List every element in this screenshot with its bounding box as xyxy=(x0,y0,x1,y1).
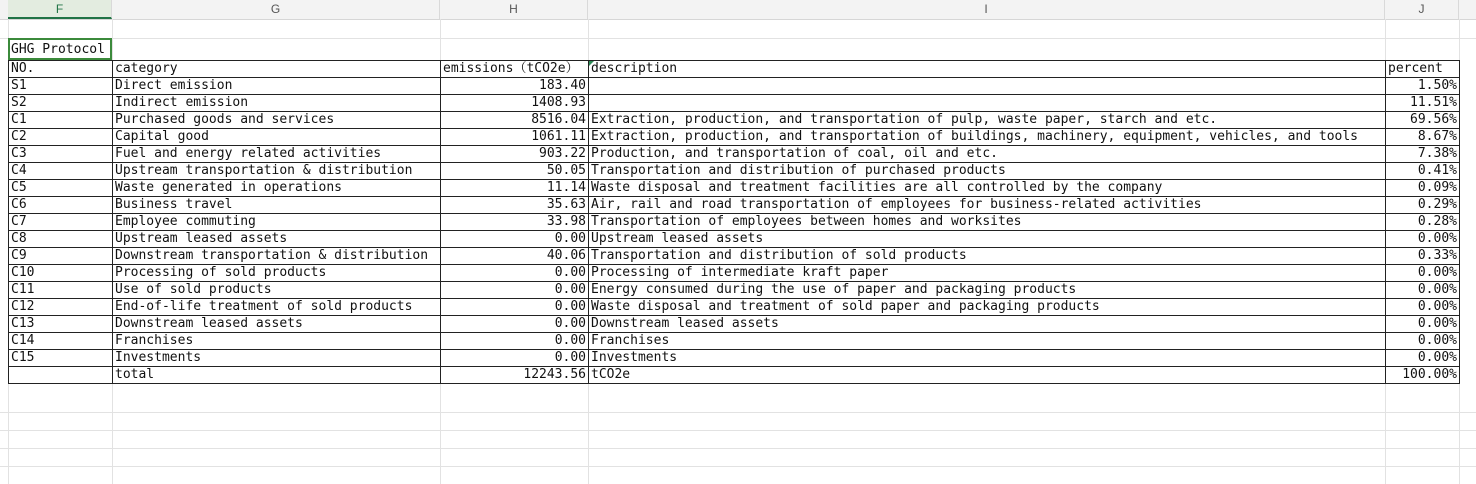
cell-category[interactable]: Investments xyxy=(113,350,441,367)
table-row xyxy=(9,112,1460,129)
cell-description[interactable]: Processing of intermediate kraft paper xyxy=(589,265,1386,282)
table-row xyxy=(9,299,1460,316)
cell-description[interactable]: Transportation and distribution of purchased products xyxy=(589,163,1386,180)
table-row xyxy=(9,350,1460,367)
cell-category[interactable]: Employee commuting xyxy=(113,214,441,231)
cell-description[interactable]: Production, and transportation of coal, oil and etc. xyxy=(589,146,1386,163)
cell-emissions[interactable]: 8516.04 xyxy=(441,112,589,129)
cell-category[interactable]: Purchased goods and services xyxy=(113,112,441,129)
cell-no[interactable]: C5 xyxy=(9,180,113,197)
cell-no[interactable]: C1 xyxy=(9,112,113,129)
cell-description[interactable]: Waste disposal and treatment of sold paper and packaging products xyxy=(589,299,1386,316)
cell-description[interactable]: Extraction, production, and transportation of buildings, machinery, equipment, vehicles, and tools xyxy=(589,129,1386,146)
cell-category[interactable]: Business travel xyxy=(113,197,441,214)
cell-percent[interactable]: 0.28% xyxy=(1386,214,1460,231)
cell-no[interactable] xyxy=(9,367,113,384)
table-row xyxy=(9,265,1460,282)
cell-no[interactable]: C2 xyxy=(9,129,113,146)
cell-description[interactable] xyxy=(589,78,1386,95)
cell-category[interactable]: Use of sold products xyxy=(113,282,441,299)
table-row xyxy=(9,197,1460,214)
cell-emissions[interactable]: 0.00 xyxy=(441,231,589,248)
cell-category[interactable]: Capital good xyxy=(113,129,441,146)
table-row xyxy=(9,95,1460,112)
table-row xyxy=(9,163,1460,180)
title-cell[interactable]: GHG Protocol xyxy=(8,38,112,60)
cell-no[interactable]: C12 xyxy=(9,299,113,316)
header-category[interactable]: category xyxy=(113,61,441,78)
cell-category[interactable]: Upstream leased assets xyxy=(113,231,441,248)
cell-no[interactable]: S2 xyxy=(9,95,113,112)
cell-percent[interactable]: 0.00% xyxy=(1386,299,1460,316)
cell-no[interactable]: C9 xyxy=(9,248,113,265)
table-row xyxy=(9,333,1460,350)
cell-emissions[interactable]: 0.00 xyxy=(441,265,589,282)
cell-no[interactable]: S1 xyxy=(9,78,113,95)
cell-category[interactable]: total xyxy=(113,367,441,384)
table-row xyxy=(9,231,1460,248)
cell-percent[interactable]: 0.00% xyxy=(1386,350,1460,367)
column-header-i[interactable]: I xyxy=(588,0,1385,19)
cell-emissions[interactable]: 33.98 xyxy=(441,214,589,231)
cell-percent[interactable]: 0.29% xyxy=(1386,197,1460,214)
table-row xyxy=(9,146,1460,163)
cell-category[interactable]: Upstream transportation & distribution xyxy=(113,163,441,180)
cell-emissions[interactable]: 50.05 xyxy=(441,163,589,180)
cell-no[interactable]: C8 xyxy=(9,231,113,248)
cell-no[interactable]: C11 xyxy=(9,282,113,299)
table-row xyxy=(9,78,1460,95)
cell-description[interactable]: Waste disposal and treatment facilities are all controlled by the company xyxy=(589,180,1386,197)
column-header-bar xyxy=(0,0,1476,20)
cell-emissions[interactable]: 0.00 xyxy=(441,299,589,316)
header-no[interactable]: NO. xyxy=(9,61,113,78)
cell-percent[interactable]: 8.67% xyxy=(1386,129,1460,146)
cell-emissions[interactable]: 35.63 xyxy=(441,197,589,214)
cell-percent[interactable]: 0.41% xyxy=(1386,163,1460,180)
table-row xyxy=(9,129,1460,146)
header-description[interactable]: description xyxy=(589,61,1386,78)
cell-percent[interactable]: 7.38% xyxy=(1386,146,1460,163)
cell-emissions[interactable]: 0.00 xyxy=(441,333,589,350)
cell-percent[interactable]: 0.00% xyxy=(1386,333,1460,350)
cell-description[interactable]: Investments xyxy=(589,350,1386,367)
cell-description[interactable]: Extraction, production, and transportation of pulp, waste paper, starch and etc. xyxy=(589,112,1386,129)
cell-percent[interactable]: 0.33% xyxy=(1386,248,1460,265)
table-row xyxy=(9,180,1460,197)
cell-category[interactable]: Indirect emission xyxy=(113,95,441,112)
cell-percent[interactable]: 100.00% xyxy=(1386,367,1460,384)
header-emissions[interactable]: emissions（tCO2e） xyxy=(441,61,589,78)
cell-percent[interactable]: 0.09% xyxy=(1386,180,1460,197)
cell-description[interactable]: Air, rail and road transportation of employees for business-related activities xyxy=(589,197,1386,214)
cell-no[interactable]: C10 xyxy=(9,265,113,282)
cell-emissions[interactable]: 1408.93 xyxy=(441,95,589,112)
cell-description[interactable]: Energy consumed during the use of paper and packaging products xyxy=(589,282,1386,299)
cell-percent[interactable]: 0.00% xyxy=(1386,316,1460,333)
column-header-j[interactable]: J xyxy=(1385,0,1459,19)
total-row xyxy=(9,367,1460,384)
cell-emissions[interactable]: 0.00 xyxy=(441,350,589,367)
cell-emissions[interactable]: 0.00 xyxy=(441,282,589,299)
cell-no[interactable]: C6 xyxy=(9,197,113,214)
cell-percent[interactable]: 0.00% xyxy=(1386,282,1460,299)
cell-no[interactable]: C4 xyxy=(9,163,113,180)
cell-no[interactable]: C14 xyxy=(9,333,113,350)
cell-emissions[interactable]: 12243.56 xyxy=(441,367,589,384)
table-row xyxy=(9,248,1460,265)
cell-no[interactable]: C7 xyxy=(9,214,113,231)
cell-emissions[interactable]: 183.40 xyxy=(441,78,589,95)
cell-emissions[interactable]: 0.00 xyxy=(441,316,589,333)
cell-percent[interactable]: 69.56% xyxy=(1386,112,1460,129)
cell-emissions[interactable]: 903.22 xyxy=(441,146,589,163)
cell-description[interactable]: Transportation of employees between homes and worksites xyxy=(589,214,1386,231)
cell-category[interactable]: Fuel and energy related activities xyxy=(113,146,441,163)
column-header-g[interactable]: G xyxy=(112,0,440,19)
ghg-table xyxy=(8,60,1460,384)
cell-description[interactable]: Transportation and distribution of sold products xyxy=(589,248,1386,265)
header-row xyxy=(9,61,1460,78)
cell-percent[interactable]: 11.51% xyxy=(1386,95,1460,112)
cell-category[interactable]: Downstream leased assets xyxy=(113,316,441,333)
cell-emissions[interactable]: 11.14 xyxy=(441,180,589,197)
cell-description[interactable]: Franchises xyxy=(589,333,1386,350)
cell-no[interactable]: C3 xyxy=(9,146,113,163)
header-percent[interactable]: percent xyxy=(1386,61,1460,78)
cell-description[interactable] xyxy=(589,95,1386,112)
column-header-f[interactable]: F xyxy=(8,0,112,19)
table-row xyxy=(9,316,1460,333)
cell-emissions[interactable]: 40.06 xyxy=(441,248,589,265)
cell-description[interactable]: tCO2e xyxy=(589,367,1386,384)
cell-percent[interactable]: 0.00% xyxy=(1386,265,1460,282)
cell-no[interactable]: C13 xyxy=(9,316,113,333)
cell-category[interactable]: End-of-life treatment of sold products xyxy=(113,299,441,316)
cell-category[interactable]: Waste generated in operations xyxy=(113,180,441,197)
table-row xyxy=(9,214,1460,231)
cell-percent[interactable]: 0.00% xyxy=(1386,231,1460,248)
cell-description[interactable]: Upstream leased assets xyxy=(589,231,1386,248)
cell-category[interactable]: Downstream transportation & distribution xyxy=(113,248,441,265)
cell-description[interactable]: Downstream leased assets xyxy=(589,316,1386,333)
table-row xyxy=(9,282,1460,299)
cell-category[interactable]: Franchises xyxy=(113,333,441,350)
cell-category[interactable]: Processing of sold products xyxy=(113,265,441,282)
cell-emissions[interactable]: 1061.11 xyxy=(441,129,589,146)
column-header-h[interactable]: H xyxy=(440,0,588,19)
cell-no[interactable]: C15 xyxy=(9,350,113,367)
cell-percent[interactable]: 1.50% xyxy=(1386,78,1460,95)
cell-category[interactable]: Direct emission xyxy=(113,78,441,95)
